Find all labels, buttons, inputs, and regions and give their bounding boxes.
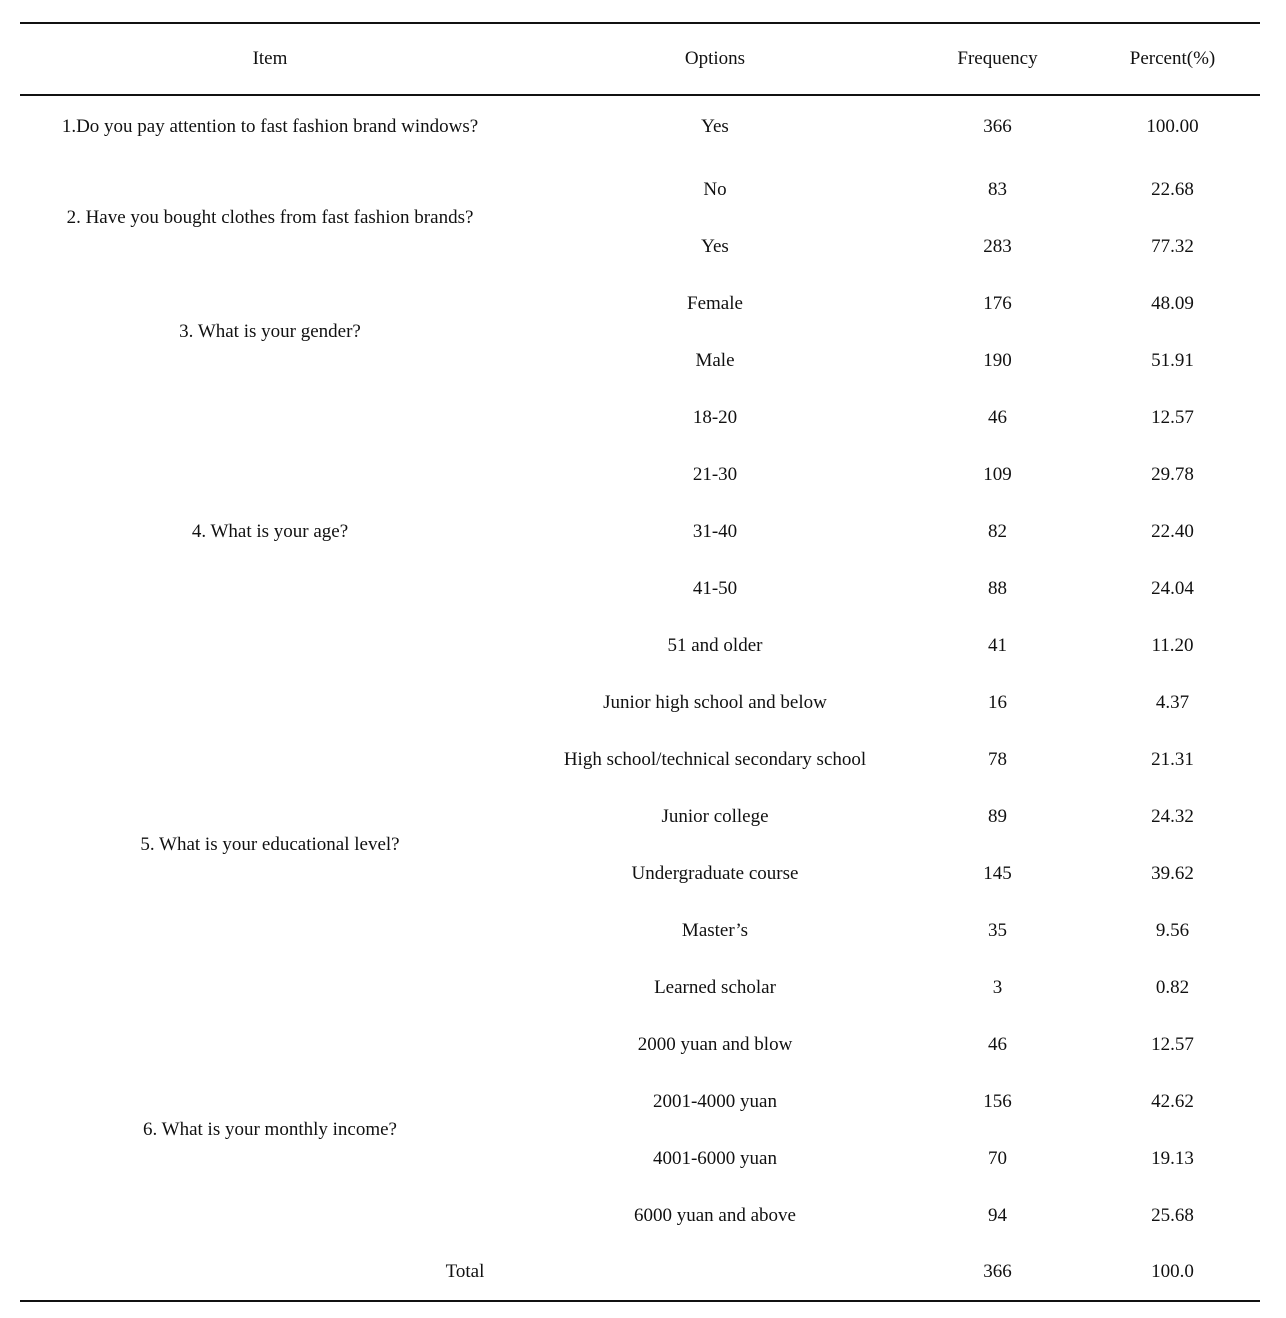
total-label: Total (445, 1261, 485, 1282)
percent-cell: 11.20 (1151, 634, 1194, 656)
frequency-cell: 46 (988, 406, 1007, 428)
option-cell: 4001-6000 yuan (652, 1147, 777, 1169)
item-cell: 3. What is your gender? (179, 321, 361, 342)
item-cell: 6. What is your monthly income? (143, 1119, 397, 1140)
frequency-cell: 88 (988, 577, 1007, 599)
percent-cell: 39.62 (1151, 862, 1194, 884)
survey-results-table (20, 22, 1260, 1302)
option-cell: 21-30 (692, 463, 738, 485)
header-item: Item (252, 48, 288, 69)
percent-cell: 9.56 (1155, 919, 1190, 941)
percent-cell: 24.32 (1151, 805, 1194, 827)
total-row (20, 1244, 1260, 1301)
option-cell: 2000 yuan and blow (637, 1033, 793, 1055)
percent-cell: 42.62 (1151, 1090, 1194, 1112)
percent-cell: 0.82 (1155, 976, 1190, 998)
option-cell: Male (695, 349, 735, 371)
frequency-cell: 366 (983, 115, 1012, 137)
table-row (20, 389, 1260, 446)
option-cell: 41-50 (692, 577, 738, 599)
frequency-cell: 46 (988, 1033, 1007, 1055)
frequency-cell: 283 (983, 235, 1012, 257)
frequency-cell: 70 (988, 1147, 1007, 1169)
table-row (20, 95, 1260, 161)
total-frequency: 366 (983, 1261, 1012, 1282)
percent-cell: 19.13 (1151, 1147, 1194, 1169)
frequency-cell: 3 (992, 976, 1003, 998)
option-cell: No (703, 178, 727, 200)
frequency-cell: 156 (983, 1090, 1012, 1112)
option-cell: Junior college (661, 805, 769, 827)
item-cell: 1.Do you pay attention to fast fashion brand windows? (61, 115, 479, 137)
frequency-cell: 83 (988, 178, 1007, 200)
header-percent: Percent(%) (1129, 48, 1216, 69)
item-cell: 4. What is your age? (191, 520, 349, 542)
option-cell: Undergraduate course (631, 862, 799, 884)
header-frequency: Frequency (957, 48, 1038, 69)
frequency-cell: 109 (983, 463, 1012, 485)
percent-cell: 22.40 (1151, 520, 1194, 542)
frequency-cell: 16 (988, 691, 1007, 713)
option-cell: Yes (701, 235, 729, 257)
table-header-row (20, 23, 1260, 95)
option-cell: Female (687, 292, 743, 314)
percent-cell: 4.37 (1155, 691, 1190, 713)
option-cell: Junior high school and below (603, 691, 827, 713)
percent-cell: 25.68 (1151, 1204, 1194, 1226)
table-row (20, 1016, 1260, 1073)
survey-table-container (20, 22, 1260, 1302)
frequency-cell: 35 (988, 919, 1007, 941)
item-cell: 2. Have you bought clothes from fast fashion brands? (66, 207, 474, 228)
option-cell: 18-20 (692, 406, 738, 428)
frequency-cell: 145 (983, 862, 1012, 884)
option-cell: 6000 yuan and above (634, 1204, 796, 1226)
frequency-cell: 78 (988, 748, 1007, 770)
frequency-cell: 41 (988, 634, 1007, 656)
option-cell: Yes (701, 115, 729, 137)
percent-cell: 12.57 (1151, 406, 1194, 428)
percent-cell: 77.32 (1151, 235, 1194, 257)
header-options: Options (684, 48, 746, 69)
frequency-cell: 94 (988, 1204, 1007, 1226)
frequency-cell: 190 (983, 349, 1012, 371)
percent-cell: 51.91 (1151, 349, 1194, 371)
option-cell: Master’s (681, 919, 749, 941)
percent-cell: 48.09 (1151, 292, 1194, 314)
percent-cell: 12.57 (1151, 1033, 1194, 1055)
option-cell: Learned scholar (654, 976, 776, 998)
option-cell: High school/technical secondary school (563, 748, 867, 770)
table-row (20, 674, 1260, 731)
percent-cell: 21.31 (1151, 748, 1194, 770)
frequency-cell: 89 (988, 805, 1007, 827)
item-cell: 5. What is your educational level? (140, 834, 400, 855)
table-body (20, 95, 1260, 1301)
percent-cell: 29.78 (1151, 463, 1194, 485)
total-percent: 100.0 (1151, 1261, 1194, 1282)
option-cell: 51 and older (667, 634, 763, 656)
percent-cell: 100.00 (1146, 115, 1199, 137)
percent-cell: 22.68 (1151, 178, 1194, 200)
option-cell: 2001-4000 yuan (652, 1090, 777, 1112)
frequency-cell: 176 (983, 292, 1012, 314)
table-row (20, 275, 1260, 332)
table-row (20, 161, 1260, 218)
frequency-cell: 82 (988, 520, 1007, 542)
percent-cell: 24.04 (1151, 577, 1194, 599)
option-cell: 31-40 (692, 520, 738, 542)
